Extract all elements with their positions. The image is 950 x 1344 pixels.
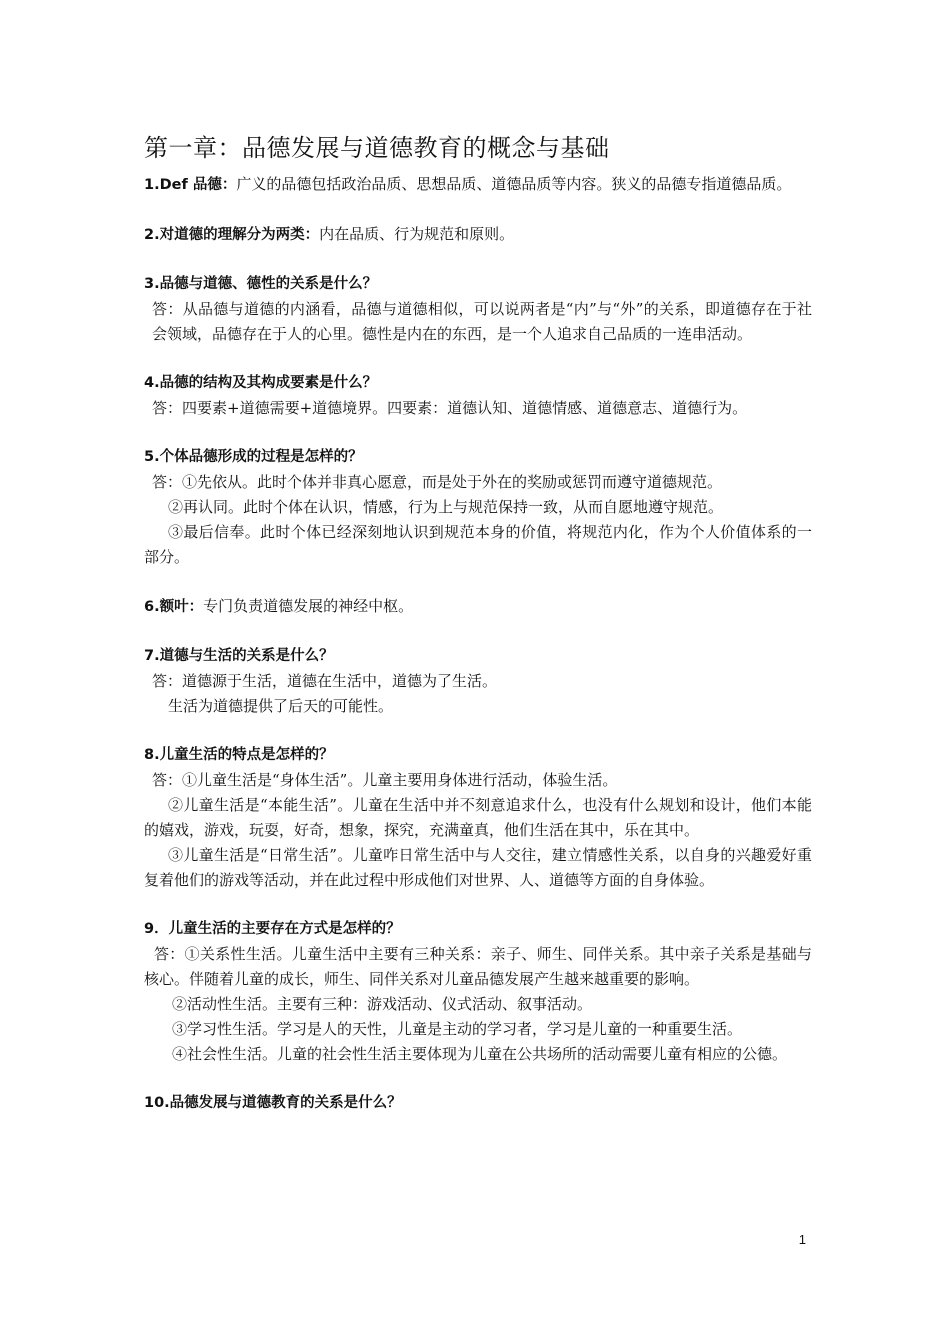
section-3-question: 3.品德与道德、德性的关系是什么？ bbox=[144, 276, 378, 292]
section-1-label: 1.Def 品德： bbox=[144, 177, 237, 193]
page-number: 1 bbox=[798, 1232, 806, 1247]
section-9-answer-4: ④社会性生活。儿童的社会性生活主要体现为儿童在公共场所的活动需要儿童有相应的公德。 bbox=[172, 1045, 788, 1063]
section-9-question: 9．儿童生活的主要存在方式是怎样的？ bbox=[144, 921, 401, 937]
chapter-title: 第一章：品德发展与道德教育的概念与基础 bbox=[144, 134, 610, 162]
section-9-answer-3: ③学习性生活。学习是人的天性，儿童是主动的学习者，学习是儿童的一种重要生活。 bbox=[172, 1020, 743, 1038]
section-8-question: 8.儿童生活的特点是怎样的？ bbox=[144, 747, 334, 763]
section-2-text: 内在品质、行为规范和原则。 bbox=[319, 225, 515, 243]
section-2 bbox=[144, 222, 812, 248]
section-5-answer-3: ③最后信奉。此时个体已经深刻地认识到规范本身的价值，将规范内化，作为个人价值体系的一部分。 bbox=[144, 523, 812, 566]
section-9-answer-2: ②活动性生活。主要有三种：游戏活动、仪式活动、叙事活动。 bbox=[172, 995, 593, 1013]
section-1-text: 广义的品德包括政治品质、思想品质、道德品质等内容。狭义的品德专指道德品质。 bbox=[236, 175, 792, 193]
section-10-question: 10.品德发展与道德教育的关系是什么？ bbox=[144, 1095, 402, 1111]
section-6-text: 专门负责道德发展的神经中枢。 bbox=[203, 597, 414, 615]
section-9-answer-1: 答：①关系性生活。儿童生活中主要有三种关系：亲子、师生、同伴关系。其中亲子关系是基础与核心。伴随着儿童的成长，师生、同伴关系对儿童品德发展产生越来越重要的影响。 bbox=[144, 945, 812, 988]
document-body bbox=[144, 128, 812, 1116]
section-8-answer-3: ③儿童生活是“日常生活”。儿童咋日常生活中与人交往，建立情感性关系，以自身的兴趣爱好重复着他们的游戏等活动，并在此过程中形成他们对世界、人、道德等方面的自身体验。 bbox=[144, 846, 812, 889]
section-8-answer-2: ②儿童生活是“本能生活”。儿童在生活中并不刻意追求什么，也没有什么规划和设计，他们本能的嬉戏，游戏，玩耍，好奇，想象，探究，充满童真，他们生活在其中，乐在其中。 bbox=[144, 796, 812, 839]
section-6-label: 6.额叶： bbox=[144, 599, 204, 615]
section-7-question: 7.道德与生活的关系是什么？ bbox=[144, 648, 334, 664]
section-2-label: 2.对道德的理解分为两类： bbox=[144, 227, 320, 243]
section-4-answer: 答：四要素+道德需要+道德境界。四要素：道德认知、道德情感、道德意志、道德行为。 bbox=[152, 399, 748, 417]
section-5-answer-1: 答：①先依从。此时个体并非真心愿意，而是处于外在的奖励或惩罚而遵守道德规范。 bbox=[152, 473, 723, 491]
section-7-answer-2: 生活为道德提供了后天的可能性。 bbox=[168, 697, 394, 715]
section-5-question: 5.个体品德形成的过程是怎样的？ bbox=[144, 449, 363, 465]
section-5-answer-2: ②再认同。此时个体在认识，情感，行为上与规范保持一致，从而自愿地遵守规范。 bbox=[168, 498, 724, 516]
section-7-answer-1: 答：道德源于生活，道德在生活中，道德为了生活。 bbox=[152, 672, 498, 690]
section-8-answer-1: 答：①儿童生活是“身体生活”。儿童主要用身体进行活动，体验生活。 bbox=[152, 771, 618, 789]
section-3-answer: 答：从品德与道德的内涵看，品德与道德相似，可以说两者是“内”与“外”的关系，即道德存在于社会领域，品德存在于人的心里。德性是内在的东西，是一个人追求自己品质的一连串活动。 bbox=[152, 300, 812, 343]
section-4-question: 4.品德的结构及其构成要素是什么？ bbox=[144, 375, 378, 391]
section-6 bbox=[144, 594, 812, 620]
section-1 bbox=[144, 172, 812, 198]
